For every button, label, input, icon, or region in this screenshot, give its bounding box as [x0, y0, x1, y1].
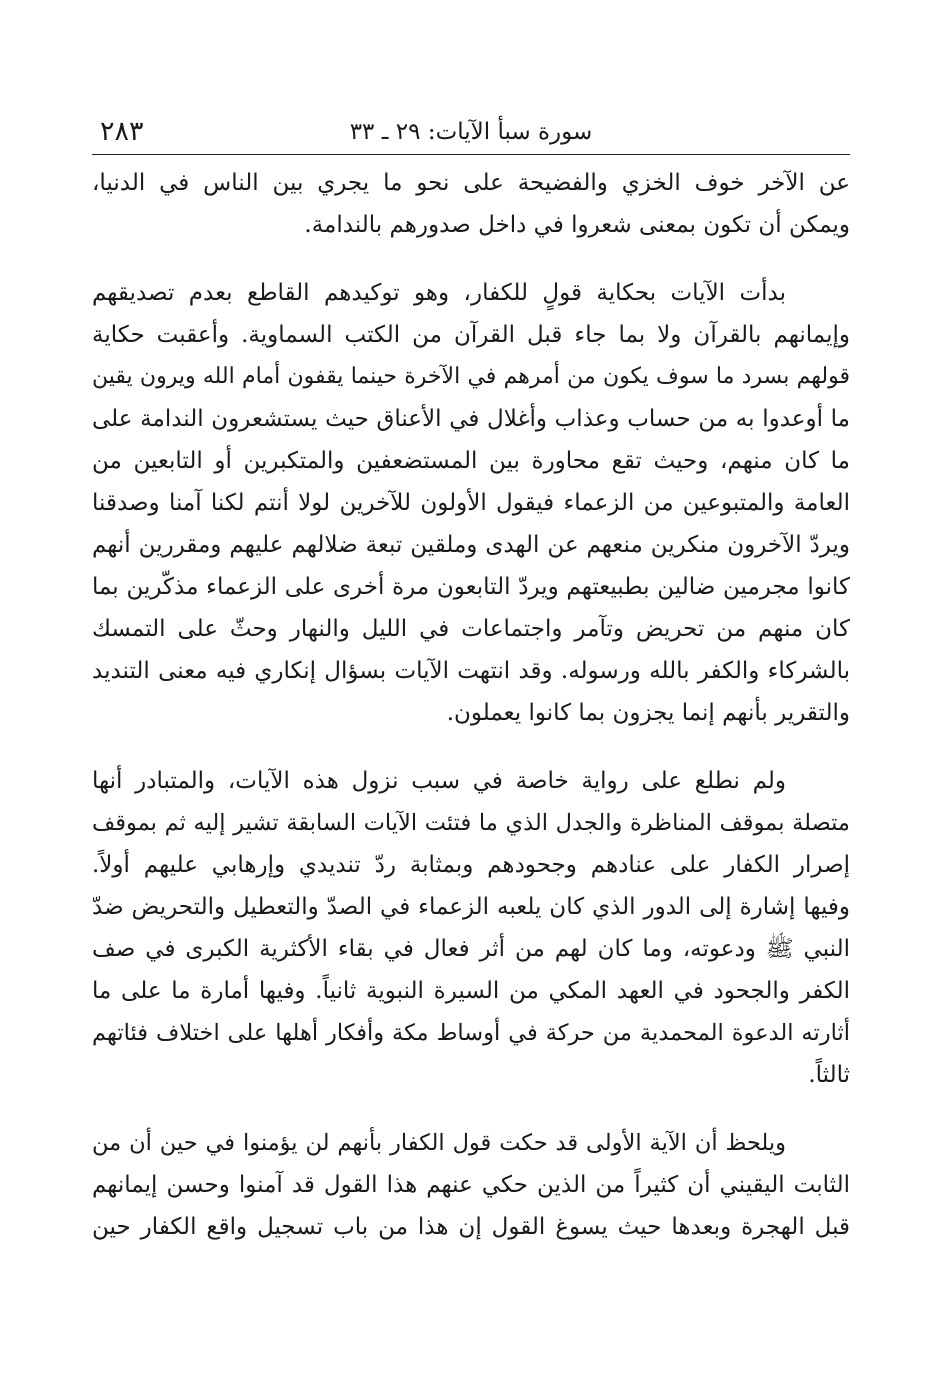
body-text — [92, 162, 850, 1274]
page-number: ٢٨٣ — [100, 116, 144, 147]
paragraph-2 — [92, 272, 850, 734]
text-line: وفيها إشارة إلى الدور الذي كان يلعبه الزعماء في الصدّ والتعطيل والتحريض ضدّ — [92, 894, 850, 920]
text-line: ثالثاً. — [808, 1062, 850, 1088]
running-title: سورة سبأ الآيات: ٢٩ ـ ٣٣ — [349, 119, 593, 145]
text-line: متصلة بموقف المناظرة والجدل الذي ما فتئت الآيات السابقة تشير إليه ثم بموقف — [92, 810, 850, 836]
text-line: وإيمانهم بالقرآن ولا بما جاء قبل القرآن من الكتب السماوية. وأعقبت حكاية — [92, 322, 850, 348]
text-line: النبي ﷺ ودعوته، وما كان لهم من أثر فعال في بقاء الأكثرية الكبرى في صف — [92, 936, 850, 962]
text-line: الكفر والجحود في العهد المكي من السيرة النبوية ثانياً. وفيها أمارة ما على ما — [92, 978, 850, 1004]
text-line: قبل الهجرة وبعدها حيث يسوغ القول إن هذا من باب تسجيل واقع الكفار حين — [92, 1214, 850, 1240]
text-line: بالشركاء والكفر بالله ورسوله. وقد انتهت الآيات بسؤال إنكاري فيه معنى التنديد — [92, 658, 850, 684]
paragraph-1 — [92, 162, 850, 246]
text-line: ويردّ الآخرون منكرين منعهم عن الهدى وملقين تبعة ضلالهم عليهم ومقررين أنهم — [92, 532, 850, 558]
text-line: بدأت الآيات بحكاية قولٍ للكفار، وهو توكيدهم القاطع بعدم تصديقهم — [92, 280, 786, 306]
text-line: والتقرير بأنهم إنما يجزون بما كانوا يعملون. — [446, 700, 850, 726]
text-line: العامة والمتبوعين من الزعماء فيقول الأولون للآخرين لولا أنتم لكنا آمنا وصدقنا — [92, 490, 850, 516]
text-line: ولم نطلع على رواية خاصة في سبب نزول هذه الآيات، والمتبادر أنها — [92, 768, 786, 794]
header-rule — [92, 154, 850, 155]
text-line: أثارته الدعوة المحمدية من حركة في أوساط مكة وأفكار أهلها على اختلاف فئاتهم — [92, 1020, 850, 1046]
text-line: ويمكن أن تكون بمعنى شعروا في داخل صدورهم بالندامة. — [304, 212, 850, 238]
text-line: ويلحظ أن الآية الأولى قد حكت قول الكفار بأنهم لن يؤمنوا في حين أن من — [92, 1130, 786, 1156]
text-line: قولهم بسرد ما سوف يكون من أمرهم في الآخرة حينما يقفون أمام الله ويرون يقين — [92, 364, 850, 389]
page-header — [92, 112, 850, 152]
text-line: عن الآخر خوف الخزي والفضيحة على نحو ما يجري بين الناس في الدنيا، — [92, 170, 850, 196]
paragraph-4 — [92, 1122, 850, 1248]
text-line: إصرار الكفار على عنادهم وجحودهم وبمثابة ردّ تنديدي وإرهابي عليهم أولاً. — [92, 852, 850, 878]
text-line: ما أوعدوا به من حساب وعذاب وأغلال في الأعناق حيث يستشعرون الندامة على — [92, 406, 850, 432]
text-line: ما كان منهم، وحيث تقع محاورة بين المستضعفين والمتكبرين أو التابعين من — [92, 448, 850, 474]
text-line: الثابت اليقيني أن كثيراً من الذين حكي عنهم هذا القول قد آمنوا وحسن إيمانهم — [92, 1172, 850, 1198]
paragraph-3 — [92, 760, 850, 1096]
text-line: كانوا مجرمين ضالين بطبيعتهم ويردّ التابعون مرة أخرى على الزعماء مذكّرين بما — [92, 574, 850, 600]
text-line: كان منهم من تحريض وتآمر واجتماعات في الليل والنهار وحثّ على التمسك — [92, 616, 850, 642]
